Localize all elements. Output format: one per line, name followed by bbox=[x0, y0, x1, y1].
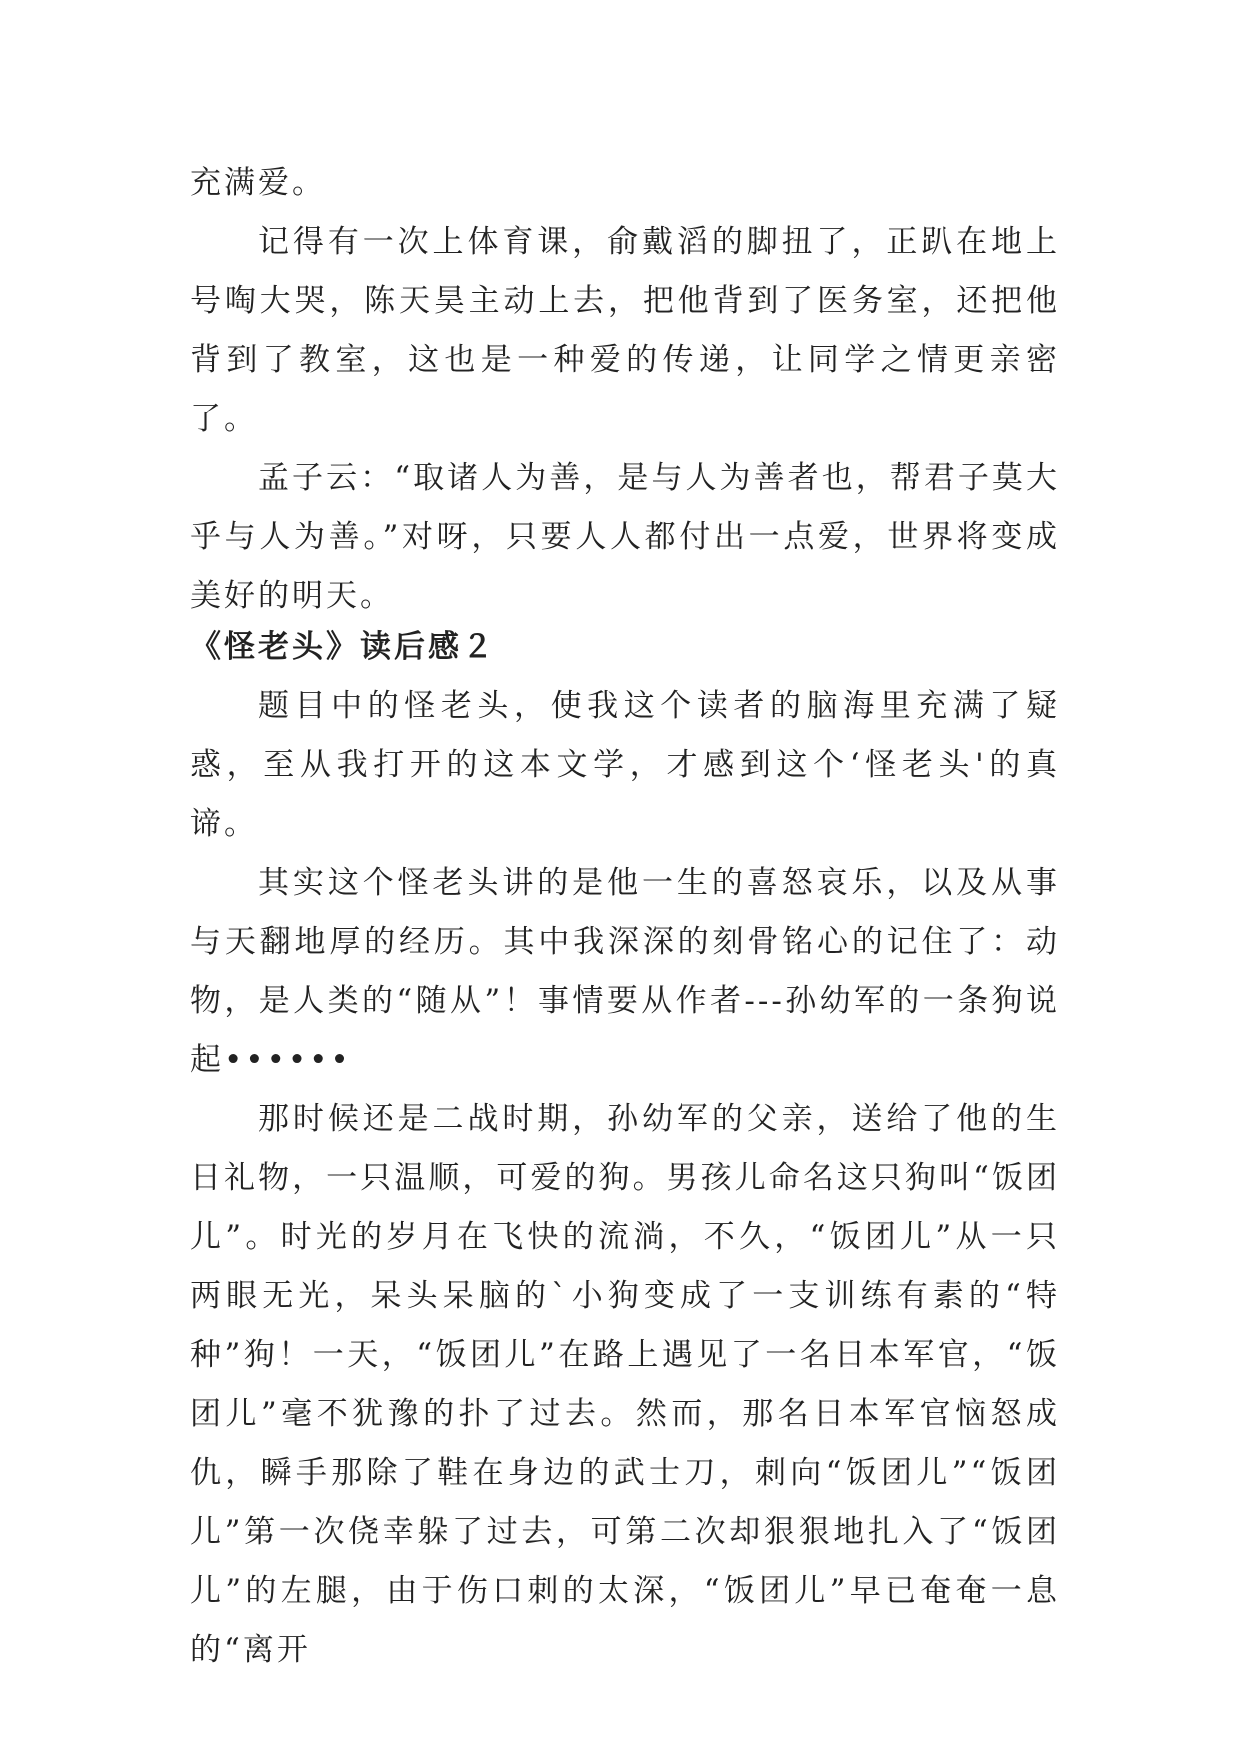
section-1-body bbox=[190, 154, 1060, 626]
section-2-body bbox=[190, 677, 1060, 1680]
section-2-title: 《怪老头》读后感２ bbox=[190, 629, 496, 665]
paragraph-story: 那时候还是二战时期，孙幼军的父亲，送给了他的生日礼物，一只温顺，可爱的狗。男孩儿命名这只狗叫“饭团儿”。时光的岁月在飞快的流淌，不久，“饭团儿”从一只两眼无光，呆头呆脑的`小狗变成了一支训练有素的“特种”狗！一天，“饭团儿”在路上遇见了一名日本军官，“饭团儿”毫不犹豫的扑了过去。然而，那名日本军官恼怒成仇，瞬手那除了鞋在身边的武士刀，刺向“饭团儿”“饭团儿”第一次侥幸躲了过去，可第二次却狠狠地扎入了“饭团儿”的左腿，由于伤口刺的太深，“饭团儿”早已奄奄一息的“离开 bbox=[190, 1101, 1060, 1668]
paragraph-continuation: 充满爱。 bbox=[190, 165, 326, 201]
paragraph-summary: 其实这个怪老头讲的是他一生的喜怒哀乐，以及从事与天翻地厚的经历。其中我深深的刻骨铭心的记住了：动物，是人类的“随从”！事情要从作者---孙幼军的一条狗说起•••••• bbox=[190, 865, 1060, 1078]
paragraph-intro: 题目中的怪老头，使我这个读者的脑海里充满了疑惑，至从我打开的这本文学，才感到这个‘怪老头'的真谛。 bbox=[190, 688, 1060, 842]
paragraph-mencius-quote: 孟子云：“取诸人为善，是与人为善者也，帮君子莫大乎与人为善。”对呀，只要人人都付出一点爱，世界将变成美好的明天。 bbox=[190, 460, 1060, 614]
paragraph-pe-class: 记得有一次上体育课，俞戴滔的脚扭了，正趴在地上号啕大哭，陈天昊主动上去，把他背到了医务室，还把他背到了教室，这也是一种爱的传递，让同学之情更亲密了。 bbox=[190, 224, 1060, 437]
